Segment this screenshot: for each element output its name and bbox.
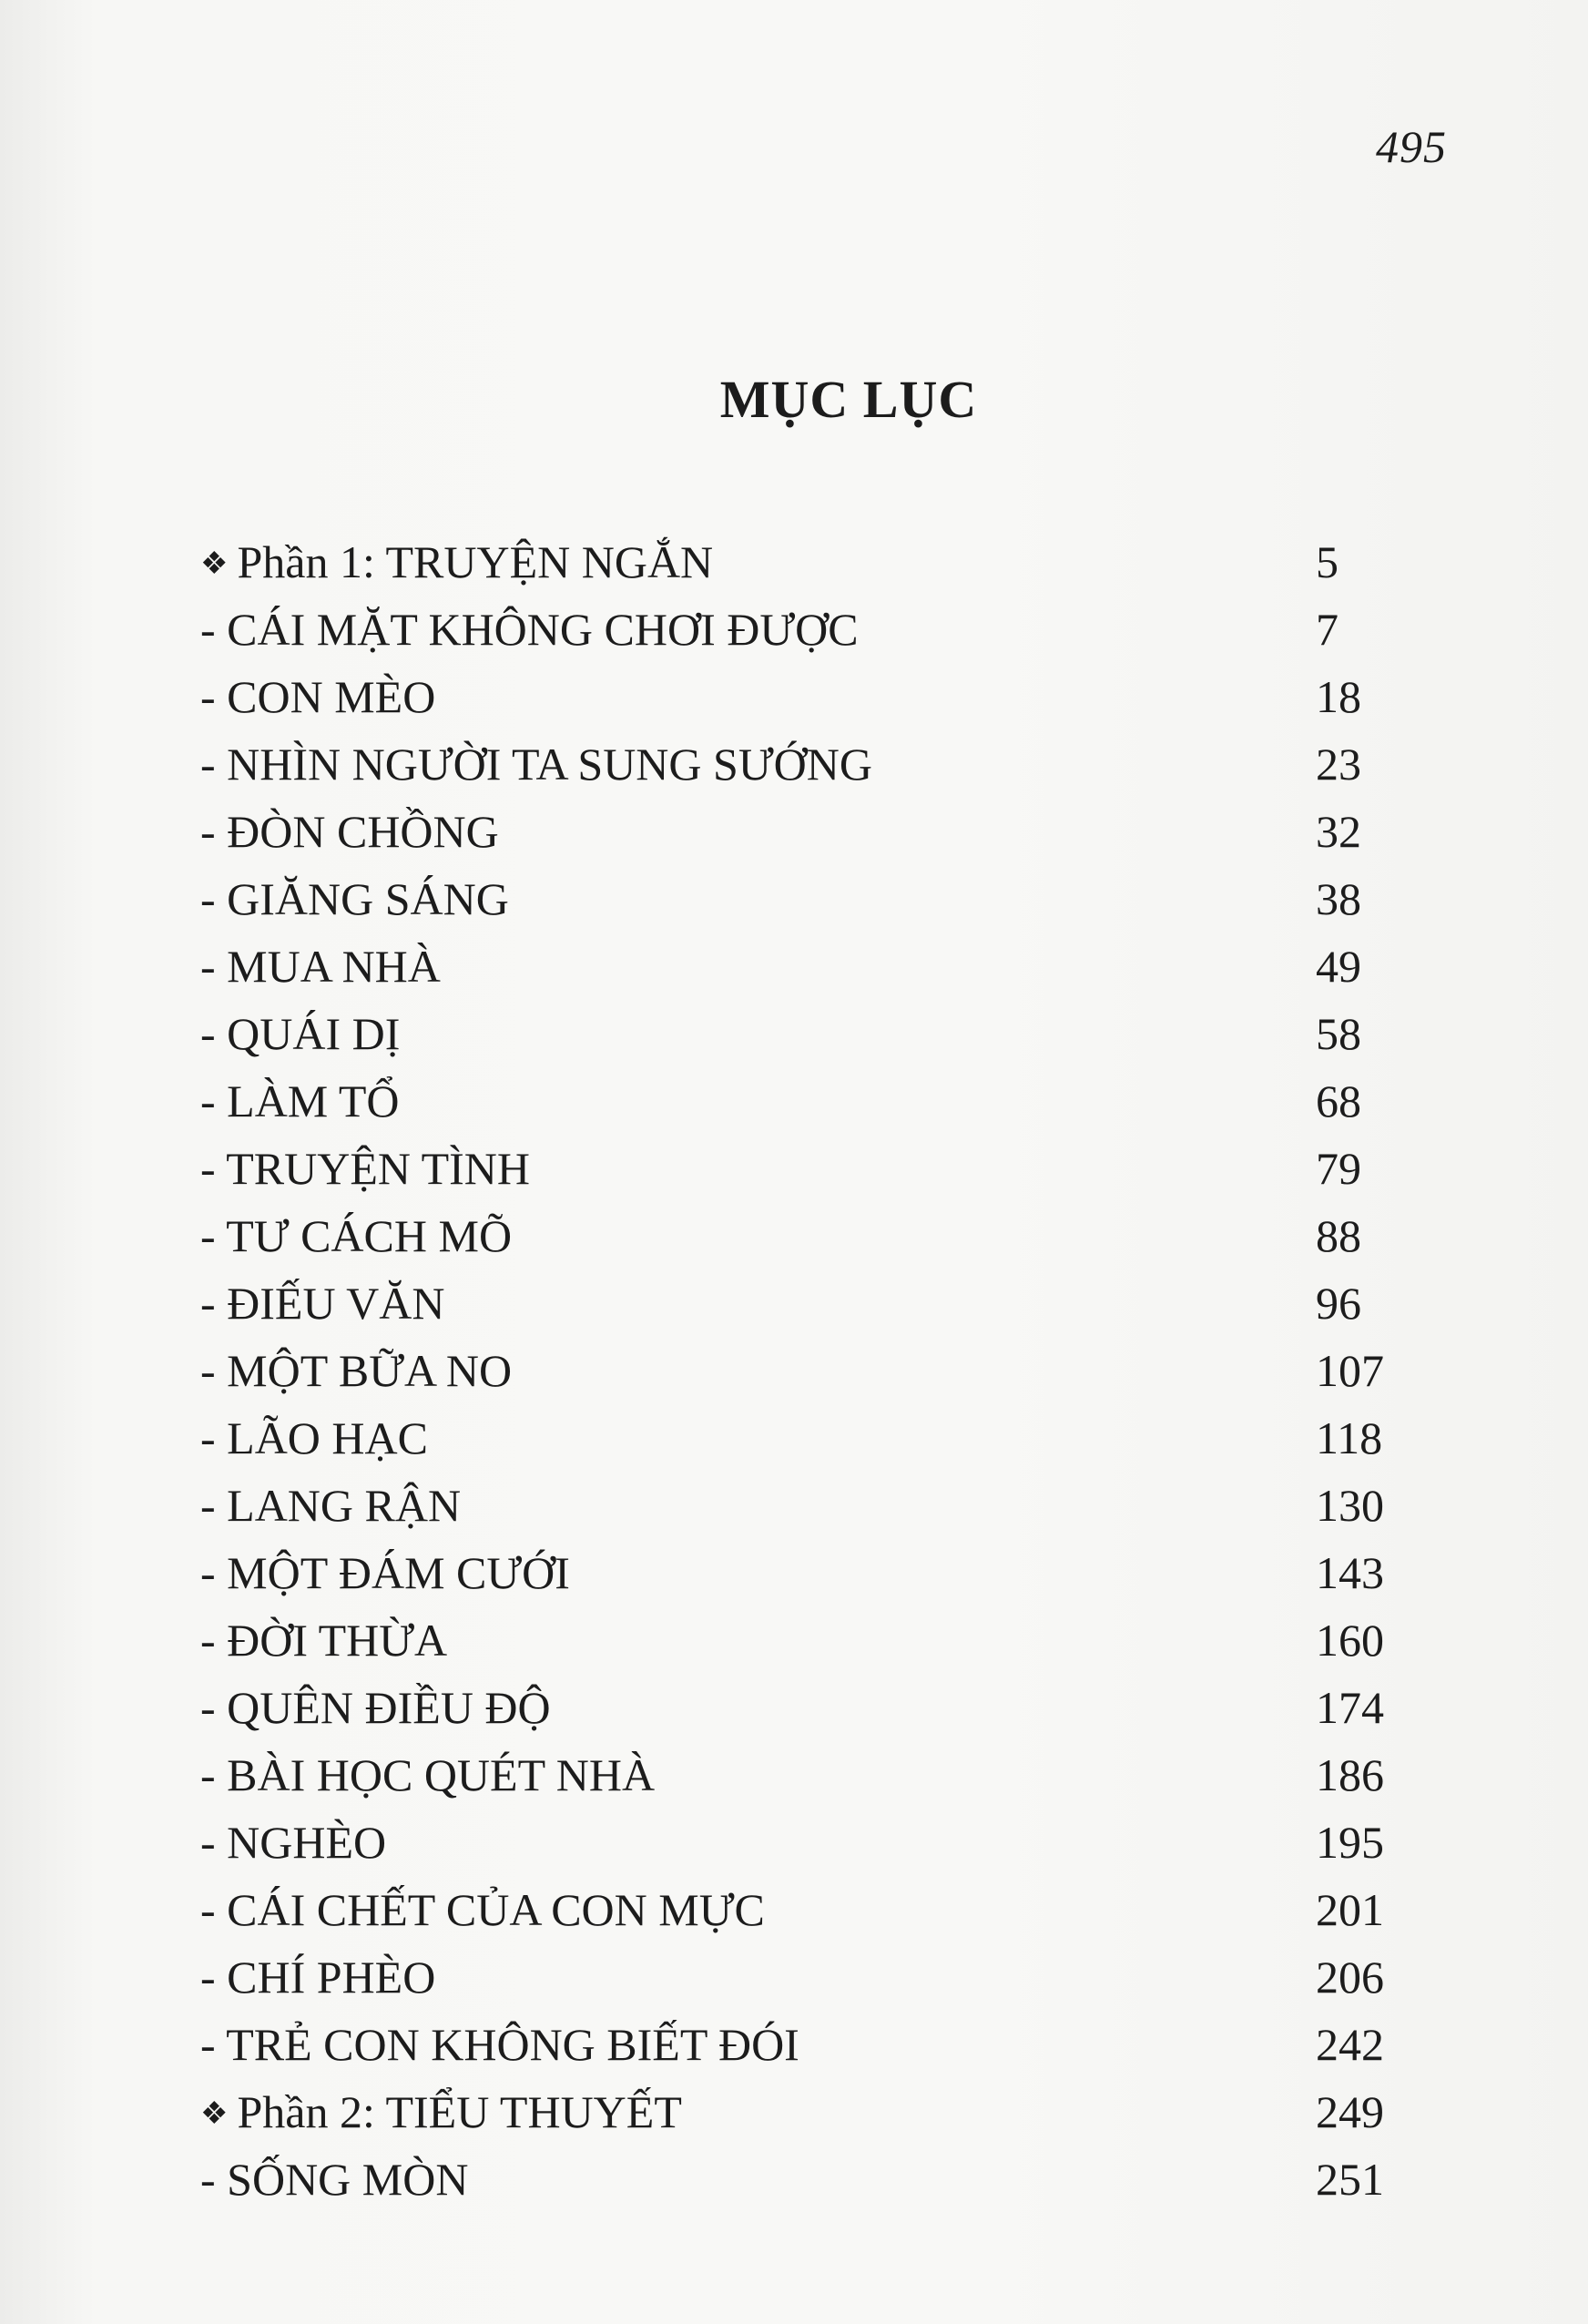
toc-entry-page: 130: [1316, 1480, 1384, 1531]
toc-entry-page: 88: [1316, 1210, 1361, 1261]
toc-entry-page: 58: [1316, 1008, 1361, 1059]
toc-entry-page: 118: [1316, 1412, 1383, 1463]
toc-entry-page: 242: [1316, 2019, 1384, 2070]
toc-entry: [200, 1067, 1402, 1135]
toc-entry-page: 195: [1316, 1817, 1384, 1868]
toc-entry: [200, 2011, 1402, 2078]
toc-entry: [200, 1674, 1402, 1741]
toc-entry: [200, 933, 1402, 1000]
toc-entry: [200, 1472, 1402, 1539]
toc-entry-label: - NGHÈO: [200, 1817, 387, 1868]
toc-entry-label: - MUA NHÀ: [200, 941, 441, 992]
toc-entry-label: - QUÊN ĐIỀU ĐỘ: [200, 1682, 551, 1733]
toc-entry: [200, 1135, 1402, 1202]
toc-entry-label: - TƯ CÁCH MÕ: [200, 1210, 513, 1261]
toc-entry-label: - LÃO HẠC: [200, 1412, 428, 1463]
toc-entry-page: 160: [1316, 1615, 1384, 1666]
toc-entry-label: - MỘT BỮA NO: [200, 1345, 513, 1396]
toc-entry-label: - CÁI MẶT KHÔNG CHƠI ĐƯỢC: [200, 604, 859, 655]
toc-entry-page: 206: [1316, 1952, 1384, 2003]
page-number: 495: [1376, 121, 1447, 172]
toc-entry-page: 251: [1316, 2154, 1384, 2205]
toc-entry-page: 201: [1316, 1884, 1384, 1935]
toc-entry-label: - LANG RẬN: [200, 1480, 462, 1531]
toc-entry-label: - SỐNG MÒN: [200, 2154, 469, 2205]
toc-entry-page: 18: [1316, 671, 1361, 722]
toc-entry: [200, 1202, 1402, 1269]
toc-entry-label: ❖ Phần 1: TRUYỆN NGẮN: [200, 528, 713, 601]
toc-entry: [200, 865, 1402, 933]
toc-entry: [200, 663, 1402, 730]
toc-entry-label: - CON MÈO: [200, 671, 436, 722]
toc-entry-page: 23: [1316, 739, 1361, 790]
diamond-bullet-icon: ❖: [200, 546, 229, 581]
toc-entry: [200, 1000, 1402, 1067]
toc-entry-label: - LÀM TỔ: [200, 1075, 400, 1126]
toc-entry-page: 68: [1316, 1075, 1361, 1126]
toc-entry-label: - TRẺ CON KHÔNG BIẾT ĐÓI: [200, 2019, 799, 2070]
toc-entry: [200, 1337, 1402, 1404]
toc-entry-label: ❖ Phần 2: TIỂU THUYẾT: [200, 2078, 682, 2151]
toc-entry-label: - BÀI HỌC QUÉT NHÀ: [200, 1749, 656, 1800]
table-of-contents: [200, 528, 1402, 2213]
toc-entry-label: - CÁI CHẾT CỦA CON MỰC: [200, 1884, 765, 1935]
page-title: MỤC LỤC: [719, 370, 978, 429]
toc-entry: [200, 1539, 1402, 1606]
toc-entry-page: 32: [1316, 806, 1361, 857]
toc-entry-page: 38: [1316, 873, 1361, 924]
toc-entry: [200, 730, 1402, 798]
toc-entry-page: 143: [1316, 1547, 1384, 1598]
diamond-bullet-icon: ❖: [200, 2096, 229, 2131]
toc-entry: [200, 1606, 1402, 1674]
toc-entry-label: - NHÌN NGƯỜI TA SUNG SƯỚNG: [200, 739, 872, 790]
toc-entry-label: - QUÁI DỊ: [200, 1008, 401, 1059]
toc-entry-label: - CHÍ PHÈO: [200, 1952, 436, 2003]
toc-entry-page: 186: [1316, 1749, 1384, 1800]
toc-entry-page: 5: [1316, 536, 1339, 587]
toc-entry-label: - ĐỜI THỪA: [200, 1615, 448, 1666]
toc-entry-label: - MỘT ĐÁM CƯỚI: [200, 1547, 570, 1598]
toc-entry: [200, 1741, 1402, 1809]
toc-entry: [200, 1943, 1402, 2011]
toc-entry-label: - GIĂNG SÁNG: [200, 873, 509, 924]
toc-entry-section: [200, 2078, 1402, 2146]
toc-entry-page: 96: [1316, 1278, 1361, 1329]
toc-entry: [200, 798, 1402, 865]
toc-entry-label: - ĐIẾU VĂN: [200, 1278, 445, 1329]
toc-entry: [200, 1876, 1402, 1943]
toc-entry-page: 107: [1316, 1345, 1384, 1396]
toc-entry-section: [200, 528, 1402, 596]
toc-entry-page: 49: [1316, 941, 1361, 992]
toc-entry: [200, 596, 1402, 663]
toc-entry: [200, 1269, 1402, 1337]
toc-entry-label: - ĐÒN CHỒNG: [200, 806, 499, 857]
toc-entry: [200, 1404, 1402, 1472]
toc-entry-page: 174: [1316, 1682, 1384, 1733]
toc-entry-page: 7: [1316, 604, 1339, 655]
toc-entry: [200, 2146, 1402, 2213]
toc-entry: [200, 1809, 1402, 1876]
toc-entry-page: 249: [1316, 2086, 1384, 2137]
toc-entry-label: - TRUYỆN TÌNH: [200, 1143, 531, 1194]
toc-entry-page: 79: [1316, 1143, 1361, 1194]
